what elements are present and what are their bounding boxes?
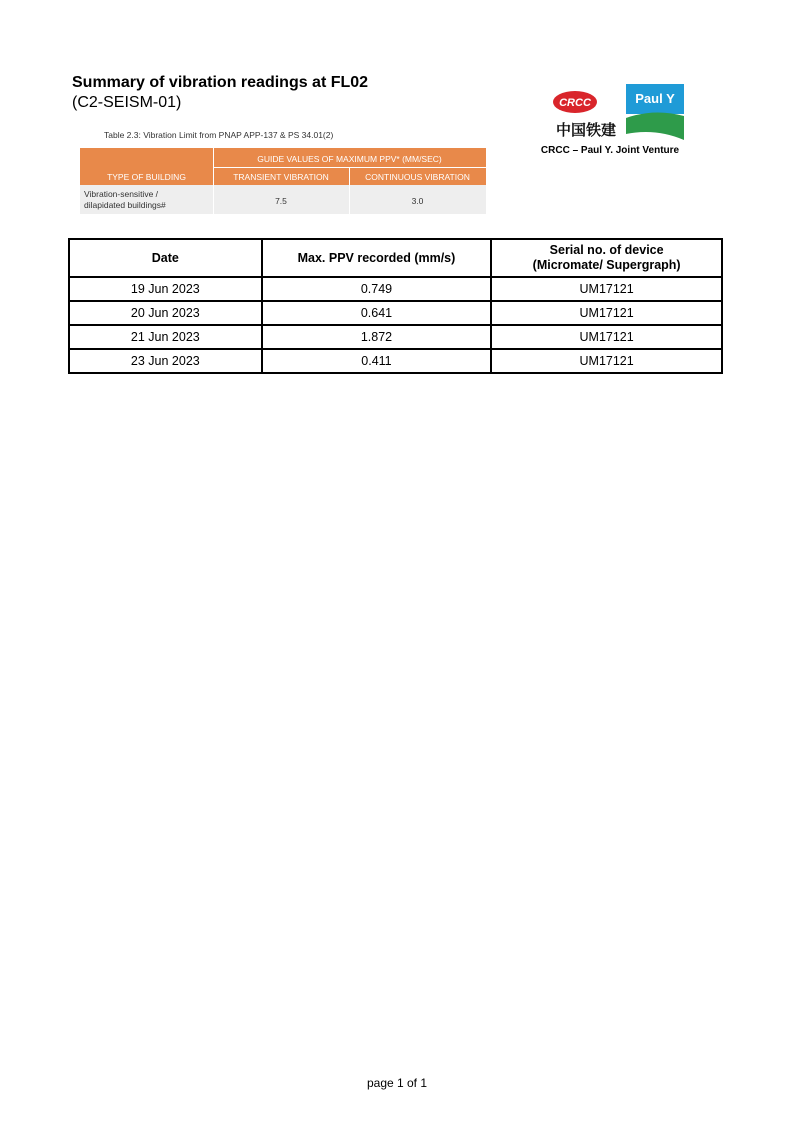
cell-serial: UM17121 <box>491 301 722 325</box>
cell-date: 23 Jun 2023 <box>69 349 262 373</box>
pauly-mark-text: Paul Y <box>635 91 675 106</box>
header-serial <box>491 239 722 277</box>
table-row <box>69 325 722 349</box>
vibration-readings-table <box>68 238 723 374</box>
guide-group-header: GUIDE VALUES OF MAXIMUM PPV* (MM/SEC) <box>257 154 442 164</box>
guide-col-type: TYPE OF BUILDING <box>107 172 186 182</box>
table-header-row <box>69 239 722 277</box>
guide-row-transient: 7.5 <box>275 196 287 206</box>
guide-table-caption: Table 2.3: Vibration Limit from PNAP APP-137 & PS 34.01(2) <box>104 130 334 140</box>
page-subtitle: (C2-SEISM-01) <box>72 94 182 111</box>
guide-values-table <box>80 148 486 214</box>
crcc-mark-text: CRCC <box>559 97 591 109</box>
company-logo <box>546 84 684 140</box>
header-serial-line2: (Micromate/ Supergraph) <box>532 258 681 272</box>
guide-col-transient: TRANSIENT VIBRATION <box>233 172 329 182</box>
table-row <box>69 301 722 325</box>
jv-logo-icon <box>546 84 684 140</box>
page-number: page 1 of 1 <box>366 1076 428 1090</box>
header-date: Date <box>69 239 262 277</box>
header-serial-line1: Serial no. of device <box>549 243 664 257</box>
table-row <box>69 349 722 373</box>
cell-serial: UM17121 <box>491 349 722 373</box>
guide-row-type-line1: Vibration-sensitive / <box>84 189 159 199</box>
logo-caption: CRCC – Paul Y. Joint Venture <box>540 145 680 156</box>
table-row <box>69 277 722 301</box>
guide-col-continuous: CONTINUOUS VIBRATION <box>365 172 470 182</box>
cell-ppv: 1.872 <box>262 325 492 349</box>
cell-date: 21 Jun 2023 <box>69 325 262 349</box>
cell-ppv: 0.749 <box>262 277 492 301</box>
chinese-name-text: 中国铁建 <box>555 121 617 139</box>
cell-date: 20 Jun 2023 <box>69 301 262 325</box>
guide-row-continuous: 3.0 <box>411 196 424 206</box>
cell-ppv: 0.641 <box>262 301 492 325</box>
page-title: Summary of vibration readings at FL02 <box>72 74 369 91</box>
cell-serial: UM17121 <box>491 325 722 349</box>
cell-ppv: 0.411 <box>262 349 492 373</box>
header-ppv: Max. PPV recorded (mm/s) <box>262 239 492 277</box>
guide-row-type-line2: dilapidated buildings# <box>84 200 166 210</box>
cell-serial: UM17121 <box>491 277 722 301</box>
cell-date: 19 Jun 2023 <box>69 277 262 301</box>
